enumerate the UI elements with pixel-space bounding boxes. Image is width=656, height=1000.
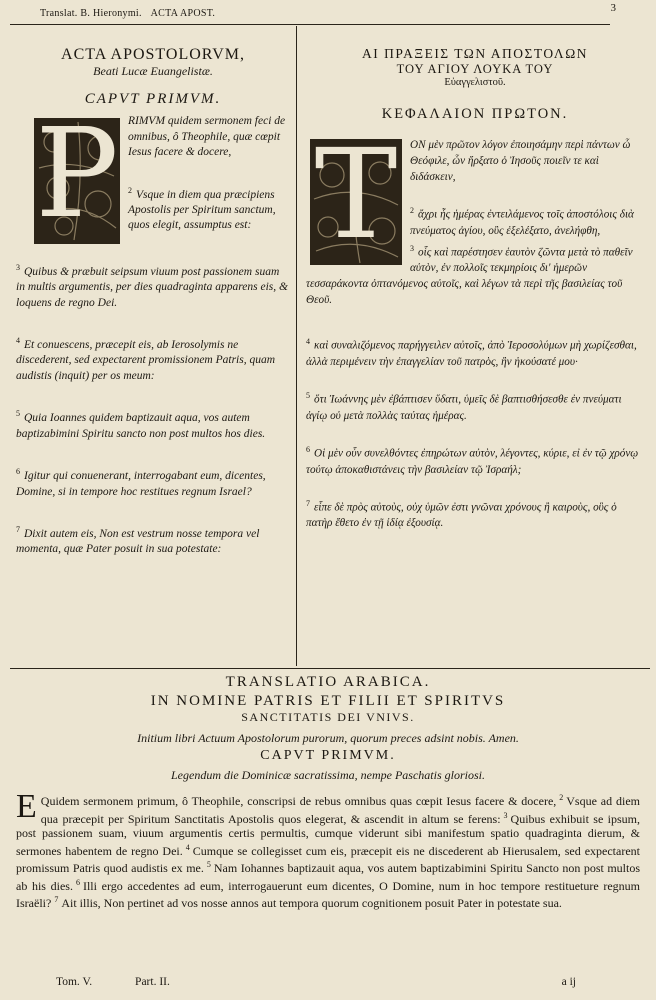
verse-text: Ait illis, Non pertinet ad vos nosse annos aut tempora quorum cognitionem posuit Pater in potestate sua. [61, 896, 562, 910]
greek-verse-7 [306, 496, 644, 532]
verse-text: Οἱ μὲν οὖν συνελθόντες ἐπηρώτων αὐτὸν, λέγοντες, κύριε, εἰ ἐν τῷ χρόνῳ τούτῳ ἀποκαθιστάνεις τὴν βασιλείαν τῷ Ἰσραήλ; [306, 447, 639, 476]
tome-label: Tom. V. [56, 976, 93, 988]
page-number: 3 [610, 2, 616, 14]
verse-text: Quibus exhibuit se ipsum, post passionem suam, viuum argumentis certis permultis, cumque viderunt sibi manifestum spatio quadraginta dierum, & sermones habentem de regno Dei. [16, 811, 640, 858]
greek-verse-1: ΟΝ μὲν πρῶτον λόγον ἐποιησάμην περὶ πάντων ὦ Θεόφιλε, ὧν ἤρξατο ὁ Ἰησοῦς ποιεῖν τε καὶ διδάσκειν, [410, 139, 631, 183]
running-head [40, 8, 215, 19]
verse-number: 5 [16, 409, 20, 419]
invocation-line-2: SANCTITATIS DEI VNIVS. [241, 710, 415, 724]
latin-verse-3 [16, 260, 290, 311]
top-rule [10, 24, 610, 25]
dropcap-letter: P [35, 118, 119, 244]
verse-text: Igitur qui conuenerant, interrogabant eum, dicentes, Domine, si in tempore hoc restitues regnum Israel? [16, 470, 266, 498]
greek-chapter-heading: ΚΕΦΑΛΑΙΟΝ ΠΡΩΤΟΝ. [381, 106, 569, 122]
verse-text: Vsque in diem qua præcipiens Apostolis per Spiritum sanctum, quos elegit, assumptus est: [128, 188, 276, 232]
verse-text: Dixit autem eis, Non est vestrum nosse tempora vel momenta, quæ Pater posuit in sua potestate: [16, 527, 260, 556]
verse-text: καὶ συναλιζόμενος παρήγγειλεν αὐτοῖς, ἀπὸ Ἱεροσολύμων μὴ χωρίζεσθαι, ἀλλὰ περιμένειν τὴν ἐπαγγελίαν τοῦ πατρὸς, ἣν ἠκούσατέ μου· [306, 340, 637, 369]
arabic-body-text [16, 788, 641, 911]
column-rule [296, 26, 297, 666]
verse-text: Quidem sermonem primum, ô Theophile, conscripsi de rebus omnibus quas cœpit Iesus facere & docere, [40, 794, 557, 808]
verse-number: 3 [503, 810, 508, 820]
greek-title-line-2: ΤΟΥ ΑΓΙΟΥ ΛΟΥΚΑ ΤΟΥ [396, 62, 554, 76]
verse-text: Quibus & præbuit seipsum viuum post passionem suam in multis argumentis, per dies quadraginta apparens eis, & loquens de regno Dei. [16, 265, 288, 309]
verse-number: 3 [16, 262, 20, 272]
latin-verse-4 [16, 333, 290, 384]
dropcap-letter: T [314, 139, 398, 265]
latin-verse-5 [16, 406, 290, 442]
verse-number: 4 [306, 337, 310, 347]
verse-number: 6 [75, 877, 80, 887]
signature-mark: a ij [561, 976, 576, 988]
latin-subtitle: Beati Lucæ Euangelistæ. [93, 64, 213, 78]
verse-number: 6 [16, 467, 20, 477]
verse-text: εἶπε δὲ πρὸς αὐτοὺς, οὐχ ὑμῶν ἐστι γνῶναι χρόνους ἢ καιροὺς, οὓς ὁ πατὴρ ἔθετο ἐν τῇ ἰδίᾳ ἐξουσίᾳ. [306, 501, 617, 530]
ornamental-initial-p [34, 118, 120, 244]
verse-number: 6 [306, 444, 310, 454]
verse-number: 3 [410, 243, 414, 253]
invocation-line-1: IN NOMINE PATRIS ET FILII ET SPIRITVS [150, 693, 506, 709]
verse-number: 2 [559, 793, 564, 802]
greek-verse-6 [306, 442, 644, 478]
initial-letter: E [16, 788, 37, 825]
verse-number: 7 [306, 498, 310, 508]
latin-chapter-heading: CAPVT PRIMVM. [84, 91, 222, 107]
greek-verse-4 [306, 334, 644, 370]
greek-column [306, 36, 644, 531]
arabic-section-title: TRANSLATIO ARABICA. [225, 674, 431, 690]
verse-text: Cumque se collegisset cum eis, præcepit eis ne discederent ab Hierusalem, sed expectarent promissum Patris quod audistis ex me. [16, 843, 640, 875]
running-head-title: ACTA APOST. [150, 8, 216, 19]
latin-verse-7 [16, 522, 290, 558]
verse-number: 5 [206, 860, 211, 869]
page-footer [56, 976, 616, 988]
arabic-chapter-heading: CAPVT PRIMVM. [260, 748, 396, 763]
ornamental-initial-t [310, 139, 402, 265]
verse-text: οἷς καὶ παρέστησεν ἑαυτὸν ζῶντα μετὰ τὸ παθεῖν αὐτὸν, ἐν πολλοῖς τεκμηρίοις δι' ἡμερῶν τεσσαράκοντα ὀπτανόμενος αὐτοῖς, καὶ λέγων τὰ περὶ τῆς βασιλείας τοῦ Θεοῦ. [306, 246, 633, 307]
verse-text: Illi ergo accedentes ad eum, interrogauerunt eum dicentes, O Domine, num in hoc tempore restitueture regnum Israëli? [16, 878, 640, 910]
verse-text: Nam Iohannes baptizauit aqua, vos autem baptizabimini Spiritu Sancto non post multos ab his dies. [16, 861, 641, 893]
greek-title-line-3: Εὐαγγελιστοῦ. [444, 77, 506, 88]
greek-title-line-1: ΑΙ ΠΡΑΞΕΙΣ ΤΩΝ ΑΠΟΣΤΟΛΩΝ [361, 46, 588, 61]
verse-number: 5 [306, 391, 310, 401]
part-label: Part. II. [135, 976, 170, 988]
running-head-translator: Translat. B. Hieronymi. [40, 8, 142, 19]
verse-number: 2 [410, 206, 414, 215]
latin-column [16, 36, 290, 558]
latin-verse-6 [16, 464, 290, 500]
verse-text: ἄχρι ἧς ἡμέρας ἐντειλάμενος τοῖς ἀποστόλοις διὰ πνεύματος ἁγίου, οὓς ἐξελέξατο, ἀνελήφθη, [410, 208, 634, 237]
verse-number: 7 [54, 895, 59, 904]
verse-number: 4 [185, 842, 190, 852]
latin-verse-1: RIMVM quidem sermonem feci de omnibus, ô Theophile, quæ cœpit Iesus facere & docere, [128, 115, 286, 158]
latin-title: ACTA APOSTOLORVM, [61, 46, 245, 63]
verse-number: 4 [16, 336, 20, 346]
initium-line: Initium libri Actuum Apostolorum purorum, quorum preces adsint nobis. Amen. [137, 731, 519, 745]
verse-text: Et conuescens, præcepit eis, ab Ierosolymis ne discederent, sed expectarent promissionem Patris, quam audistis (inquit) per os meum: [16, 338, 276, 382]
legendum-line: Legendum die Dominicæ sacratissima, nempe Paschatis gloriosi. [171, 768, 485, 782]
greek-verse-5 [306, 388, 644, 424]
verse-number: 2 [128, 185, 132, 195]
arabic-translation-section [16, 674, 640, 911]
section-rule [10, 668, 650, 669]
verse-text: Vsque ad diem qua præcepit per Spiritum Sanctitatis Apostolis quos elegerat, & ascendit in altum se ferens: [40, 794, 640, 826]
verse-number: 7 [16, 525, 20, 535]
verse-text: Quia Ioannes quidem baptizauit aqua, vos autem baptizabimini Spiritu sancto non post multos hos dies. [16, 412, 266, 440]
verse-text: ὅτι Ἰωάννης μὲν ἐβάπτισεν ὕδατι, ὑμεῖς δὲ βαπτισθήσεσθε ἐν πνεύματι ἁγίῳ οὐ μετὰ πολλὰς ταύτας ἡμέρας. [306, 393, 622, 422]
